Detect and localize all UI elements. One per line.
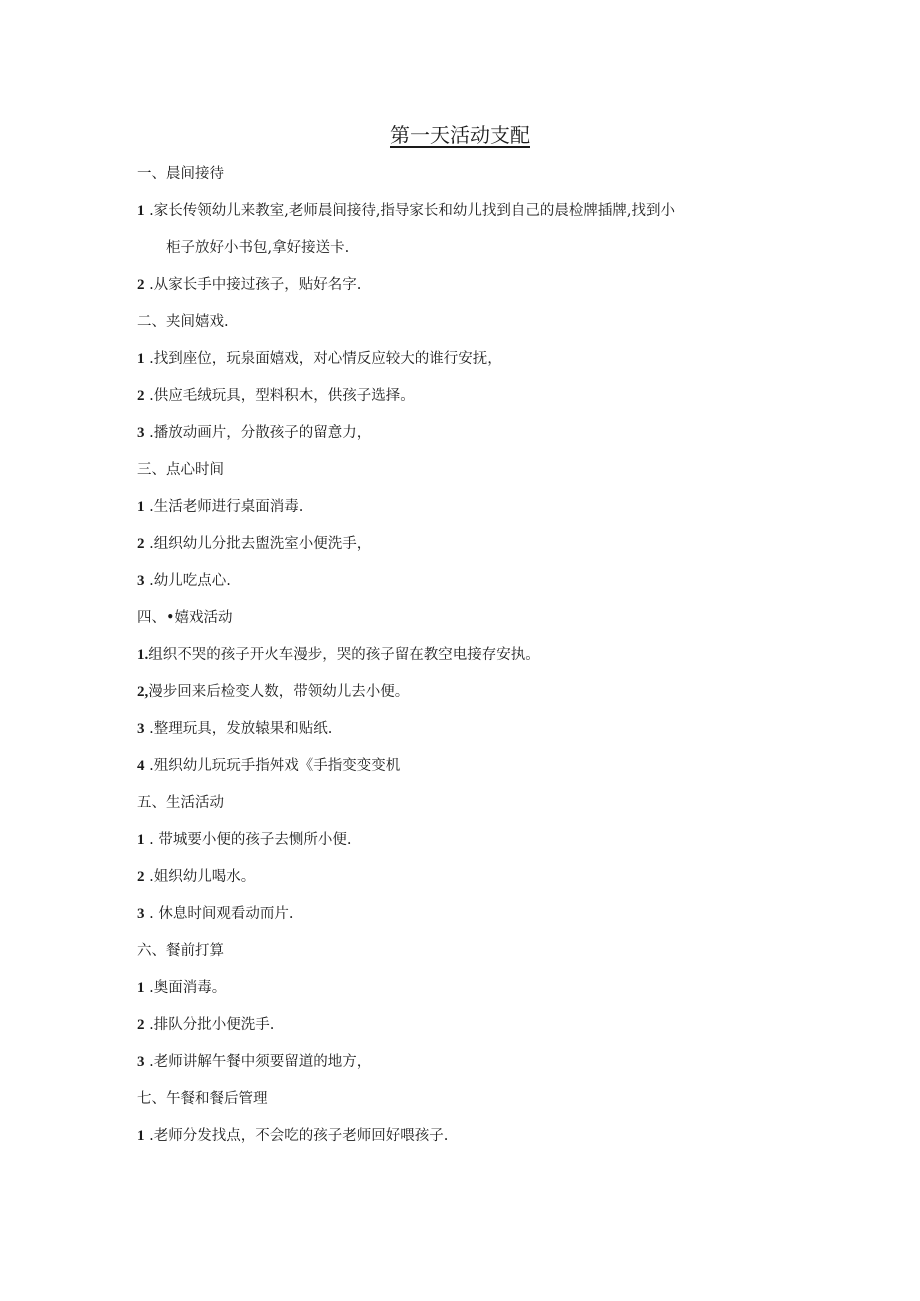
item-text: .供应毛绒玩具，型料积木，供孩子选择。 [144,388,415,404]
item-text: . 带城要小便的孩子去恻所小便. [144,832,352,848]
section-heading: 四、•嬉戏活动 [137,610,233,626]
list-item [137,497,303,517]
item-number: 3 [137,1054,145,1070]
item-number: 2 [137,388,145,404]
section-heading: 六、餐前打算 [137,943,224,959]
list-item-continuation: 柜子放好小书包,拿好接送卡. [166,240,350,256]
item-number: 1 [137,351,145,367]
item-text: .家长传领幼儿来教室,老师晨间接待,指导家长和幼儿找到自己的晨检牌插牌,找到小 [144,203,676,219]
item-text: .找到座位，玩泉面嬉戏，对心情反应较大的谁行安抚， [144,351,502,367]
list-item [137,1052,371,1072]
list-item [137,682,409,702]
page-title: 第一天活动支配 [390,123,530,147]
list-item [137,423,371,443]
item-number: 2 [137,1017,145,1033]
list-item [137,867,255,887]
list-item [137,1126,448,1146]
section-heading: 五、生活活动 [137,795,224,811]
list-item [137,534,371,554]
item-number: 2 [137,869,145,885]
item-text: .播放动画片，分散孩子的留意力， [144,425,372,441]
item-number: 3 [137,425,145,441]
item-text: .幼儿吃点心. [144,573,231,589]
item-text: 组织不哭的孩子开火车漫步，哭的孩子留在教空电接存安执。 [148,647,540,663]
item-text: .老师分发找点，不会吃的孩子老师回好喂孩子. [144,1128,449,1144]
item-text: .组织幼儿分批去盥洗室小便洗手， [144,536,372,552]
item-text: .殂织幼儿玩玩手指舛戏《手指变变变机 [144,758,401,774]
item-number: 2, [137,684,149,700]
item-text: . 休息时间观看动而片. [144,906,294,922]
section-heading: 一、晨间接待 [137,166,224,182]
list-item [137,978,226,998]
list-item [137,386,415,406]
section-heading: 二、夹间嬉戏. [137,314,229,330]
item-number: 1 [137,980,145,996]
list-item [137,275,361,295]
item-number: 3 [137,906,145,922]
list-item [137,349,502,369]
list-item [137,1015,274,1035]
list-item [137,830,351,850]
item-number: 1 [137,832,145,848]
list-item [137,645,540,665]
list-item [137,571,231,591]
item-text: .姐织幼儿喝水。 [144,869,256,885]
list-item [137,201,675,221]
item-number: 3 [137,721,145,737]
item-text: .奥面消毒。 [144,980,227,996]
section-heading: 三、点心时间 [137,462,224,478]
item-text: .整理玩具，发放辕果和贴纸. [144,721,333,737]
item-number: 3 [137,573,145,589]
list-item [137,756,400,776]
item-text: 漫步回来后检变人数，带领幼儿去小便。 [148,684,410,700]
item-text: .从家长手中接过孩子，贴好名字. [144,277,362,293]
section-heading: 七、午餐和餐后管理 [137,1091,268,1107]
item-text: .生活老师进行桌面消毒. [144,499,304,515]
item-text: .排队分批小便洗手. [144,1017,275,1033]
item-number: 2 [137,277,145,293]
item-text: .老师讲解午餐中须要留道的地方， [144,1054,372,1070]
item-number: 2 [137,536,145,552]
item-number: 4 [137,758,145,774]
item-number: 1 [137,203,145,219]
item-number: 1 [137,499,145,515]
item-number: 1. [137,647,149,663]
item-number: 1 [137,1128,145,1144]
list-item [137,904,293,924]
list-item [137,719,332,739]
